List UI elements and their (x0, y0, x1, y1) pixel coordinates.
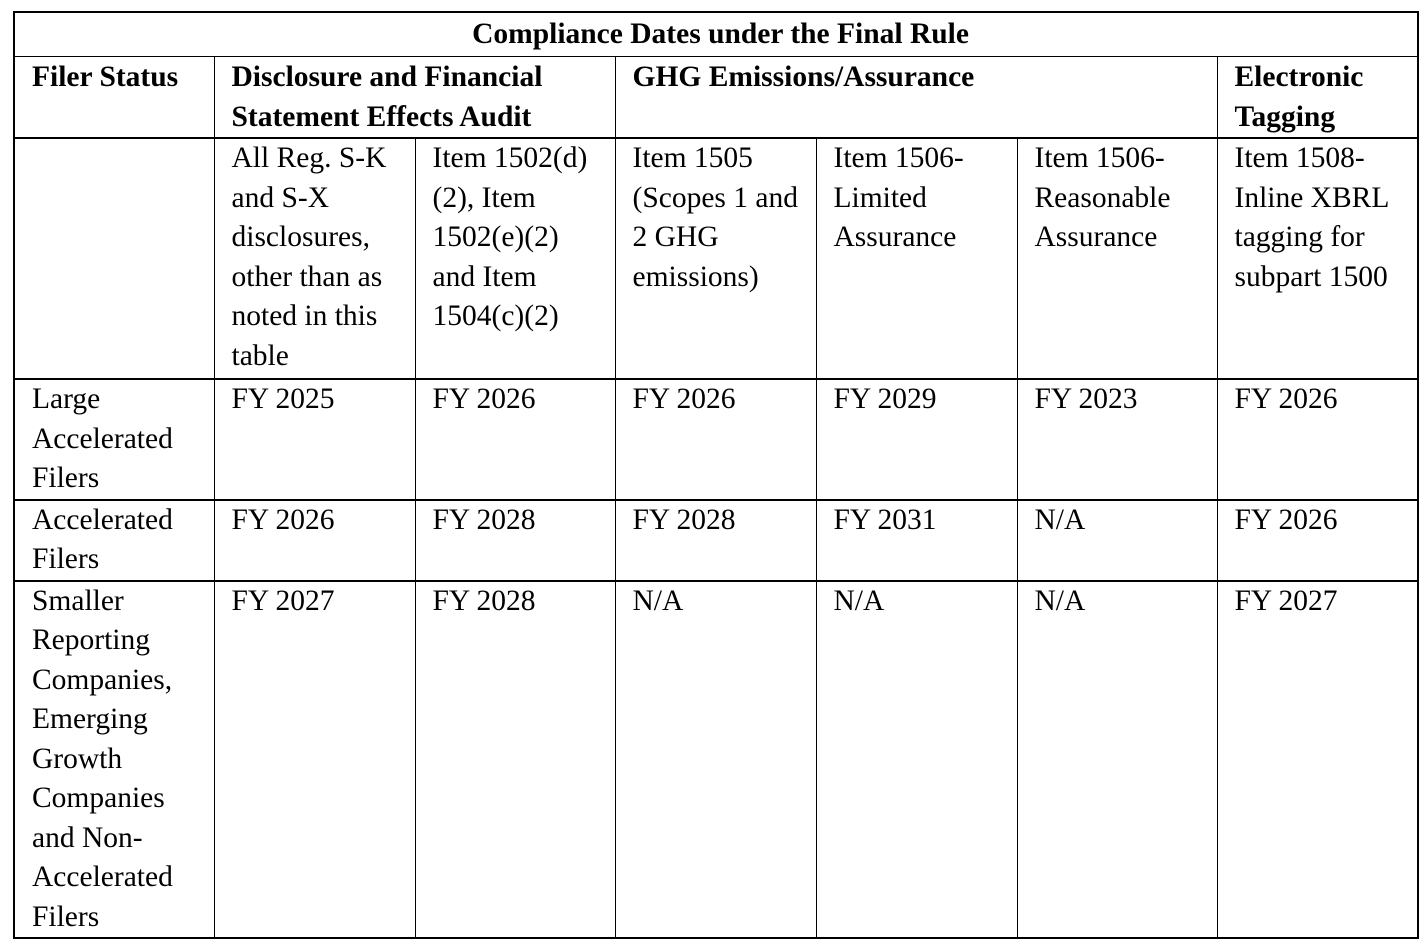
subheader-item-1508-xbrl: Item 1508-Inline XBRL tagging for subpart 1500 (1217, 138, 1418, 379)
date-cell: FY 2029 (816, 379, 1017, 500)
table-row (14, 581, 1418, 939)
date-cell: FY 2023 (1017, 379, 1217, 500)
date-cell: N/A (1017, 500, 1217, 581)
subheader-item-1502-1504: Item 1502(d)(2), Item 1502(e)(2) and Item 1504(c)(2) (415, 138, 615, 379)
subheader-row (14, 138, 1418, 379)
date-cell: FY 2026 (1217, 379, 1418, 500)
date-cell: N/A (1017, 581, 1217, 939)
date-cell: FY 2027 (1217, 581, 1418, 939)
date-cell: FY 2028 (415, 500, 615, 581)
date-cell: FY 2026 (415, 379, 615, 500)
date-cell: FY 2028 (615, 500, 816, 581)
group-header-row (14, 57, 1418, 139)
subheader-item-1506-limited: Item 1506-Limited Assurance (816, 138, 1017, 379)
date-cell: N/A (615, 581, 816, 939)
subheader-item-1506-reasonable: Item 1506-Reasonable Assurance (1017, 138, 1217, 379)
date-cell: FY 2027 (214, 581, 415, 939)
title-row (14, 12, 1418, 57)
subheader-item-1505: Item 1505 (Scopes 1 and 2 GHG emissions) (615, 138, 816, 379)
header-filer-status: Filer Status (14, 57, 214, 139)
date-cell: FY 2028 (415, 581, 615, 939)
date-cell: FY 2025 (214, 379, 415, 500)
subheader-empty (14, 138, 214, 379)
table-title: Compliance Dates under the Final Rule (14, 12, 1418, 57)
table-row (14, 379, 1418, 500)
date-cell: FY 2026 (1217, 500, 1418, 581)
date-cell: N/A (816, 581, 1017, 939)
filer-status-cell: Large Accelerated Filers (14, 379, 214, 500)
filer-status-cell: Smaller Reporting Companies, Emerging Growth Companies and Non-Accelerated Filers (14, 581, 214, 939)
date-cell: FY 2026 (214, 500, 415, 581)
date-cell: FY 2026 (615, 379, 816, 500)
compliance-dates-table (13, 11, 1419, 939)
table-row (14, 500, 1418, 581)
header-ghg-assurance: GHG Emissions/Assurance (615, 57, 1217, 139)
subheader-all-reg-sk-sx: All Reg. S-K and S-X disclosures, other than as noted in this table (214, 138, 415, 379)
date-cell: FY 2031 (816, 500, 1017, 581)
header-disclosure-audit: Disclosure and Financial Statement Effects Audit (214, 57, 615, 139)
filer-status-cell: Accelerated Filers (14, 500, 214, 581)
header-electronic-tagging: Electronic Tagging (1217, 57, 1418, 139)
